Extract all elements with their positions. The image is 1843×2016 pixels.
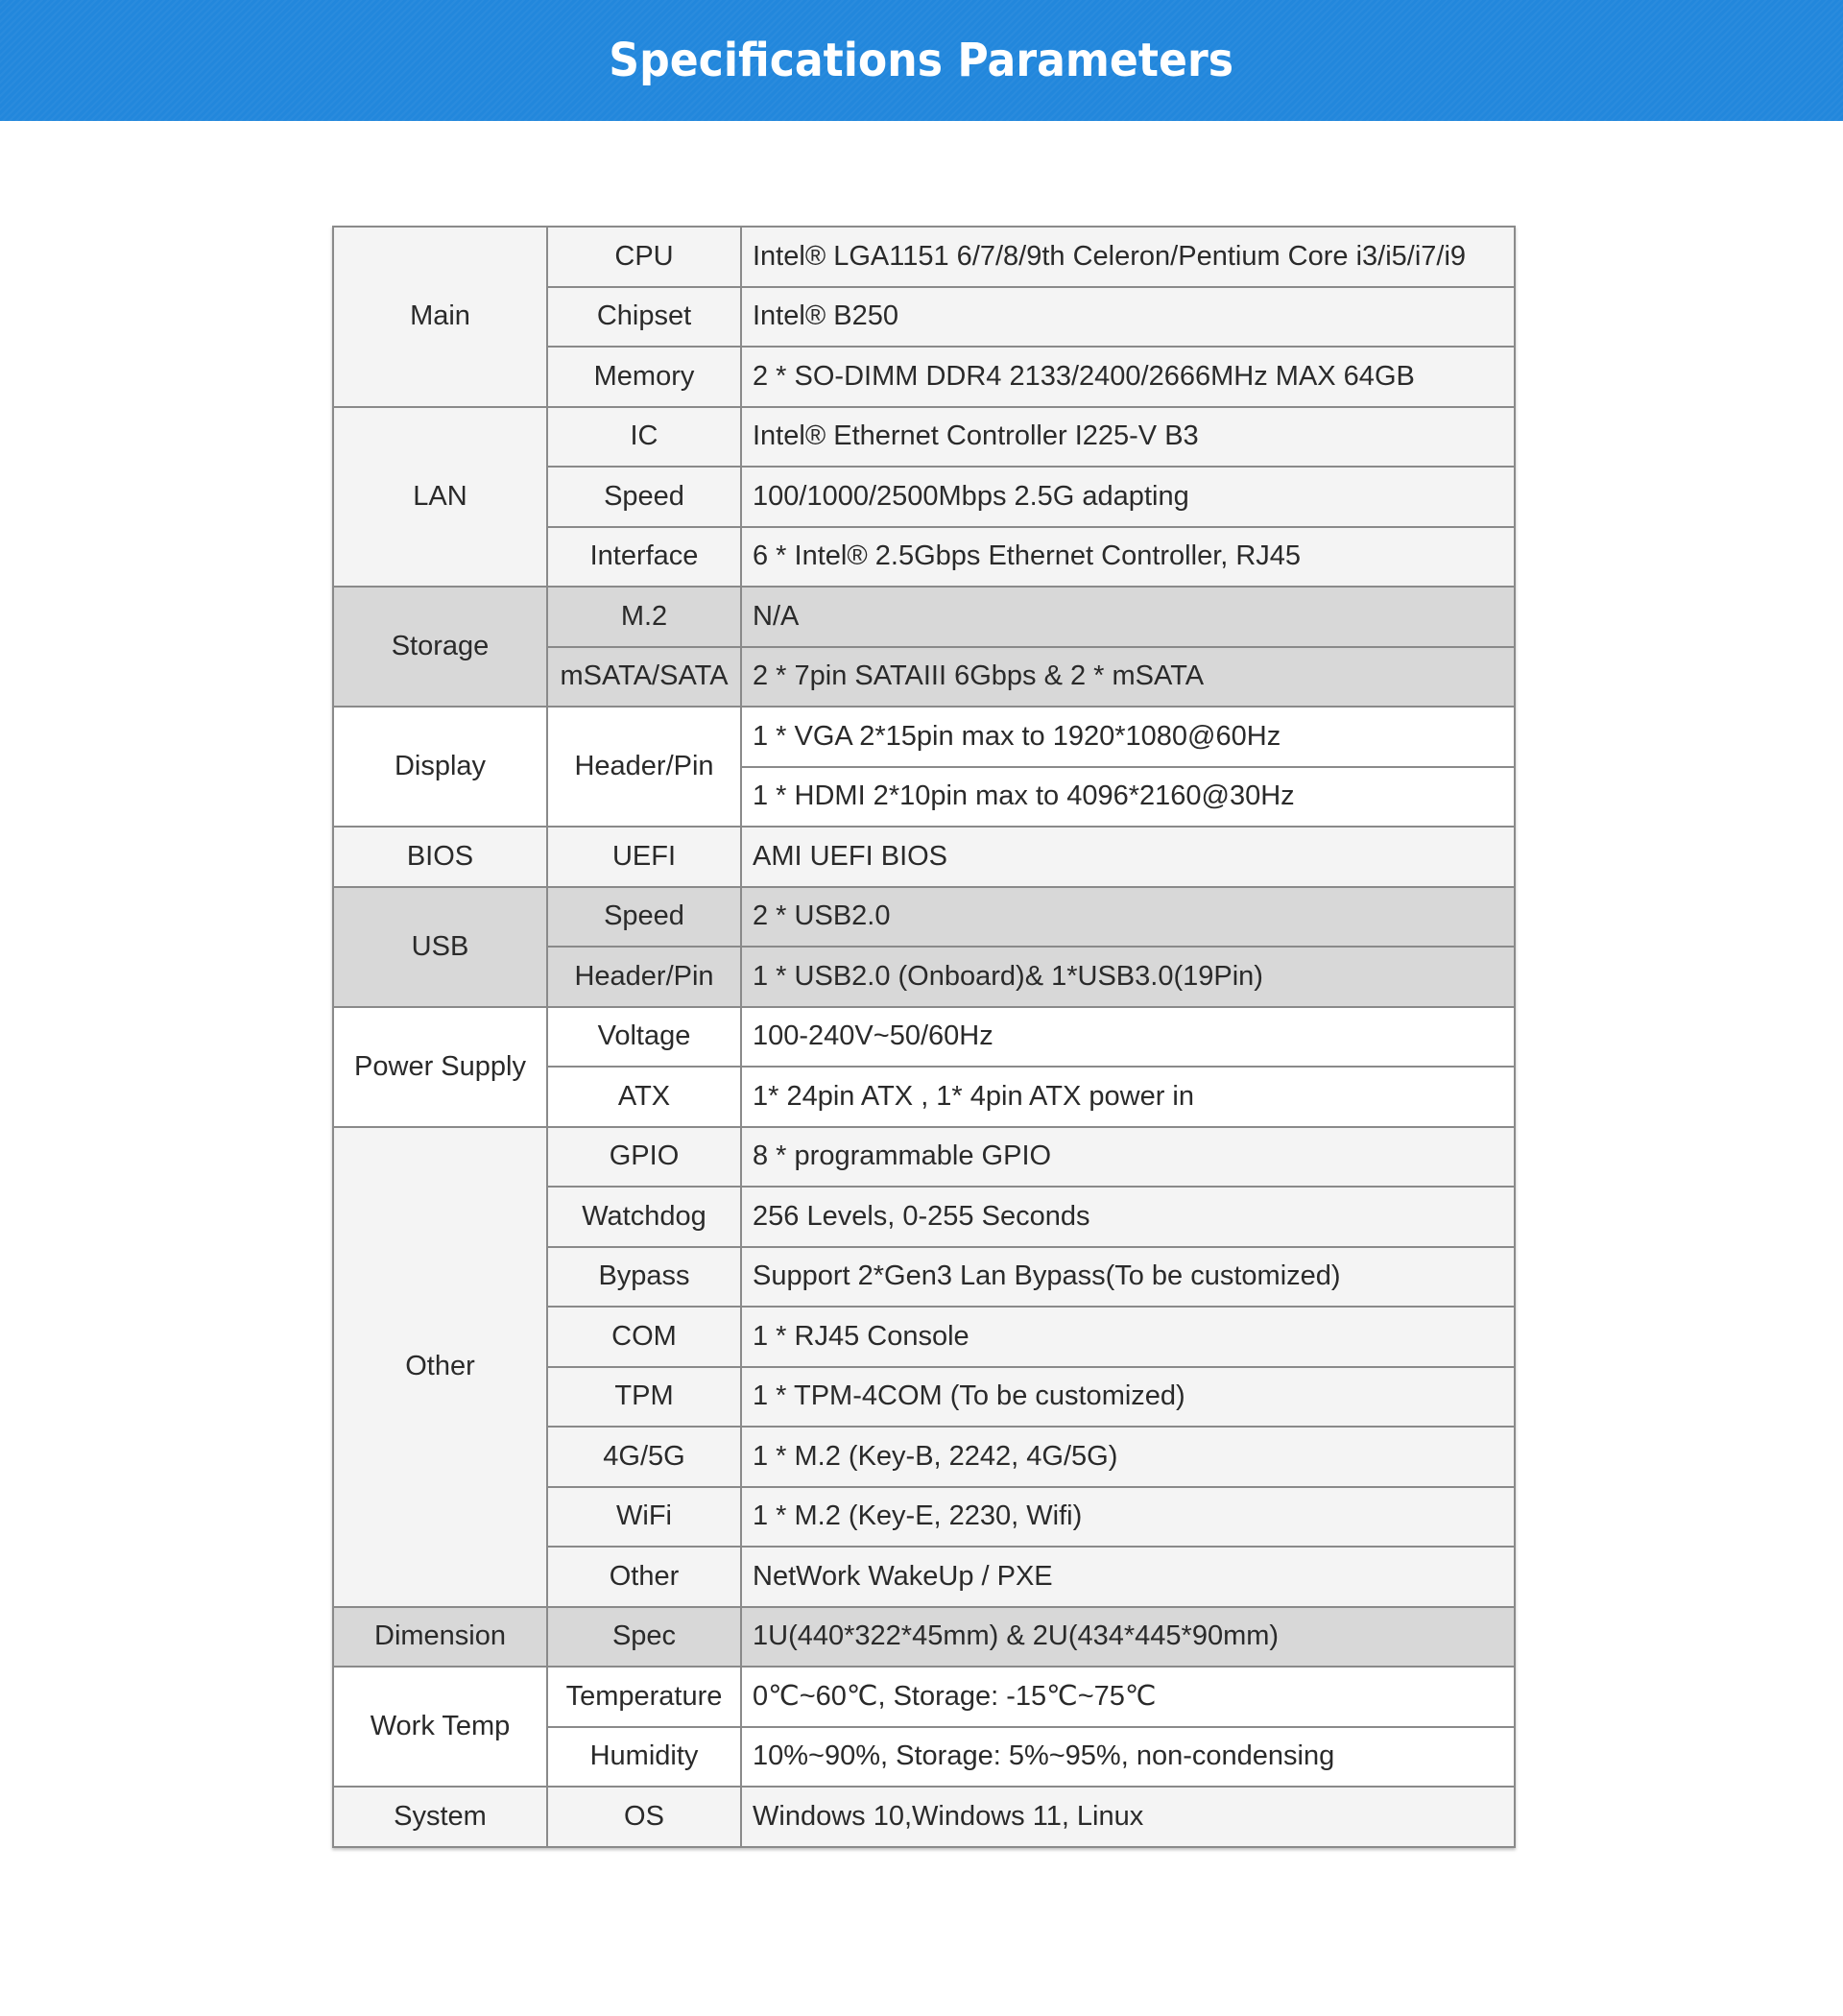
value-cell: 1 * RJ45 Console [741, 1307, 1515, 1367]
category-cell: Power Supply [333, 1007, 547, 1127]
value-cell: NetWork WakeUp / PXE [741, 1547, 1515, 1607]
value-cell: 256 Levels, 0-255 Seconds [741, 1187, 1515, 1247]
field-cell: WiFi [547, 1487, 741, 1548]
value-cell: 2 * 7pin SATAIII 6Gbps & 2 * mSATA [741, 647, 1515, 708]
category-cell: BIOS [333, 827, 547, 887]
value-cell: 1 * VGA 2*15pin max to 1920*1080@60Hz [741, 707, 1515, 767]
value-cell: Windows 10,Windows 11, Linux [741, 1787, 1515, 1847]
field-cell: Other [547, 1547, 741, 1607]
value-cell: 2 * SO-DIMM DDR4 2133/2400/2666MHz MAX 64GB [741, 347, 1515, 407]
category-cell: Display [333, 707, 547, 827]
category-cell: Storage [333, 587, 547, 707]
spec-row-storage-m-2 [333, 587, 1515, 647]
value-cell: 1 * M.2 (Key-E, 2230, Wifi) [741, 1487, 1515, 1548]
page-title: Specifications Parameters [609, 34, 1234, 87]
field-cell: GPIO [547, 1127, 741, 1188]
value-cell: 1U(440*322*45mm) & 2U(434*445*90mm) [741, 1607, 1515, 1668]
field-cell: Spec [547, 1607, 741, 1668]
field-cell: ATX [547, 1067, 741, 1127]
spec-row-main-cpu [333, 227, 1515, 287]
field-cell: Bypass [547, 1247, 741, 1308]
category-cell: Work Temp [333, 1667, 547, 1787]
category-cell: Dimension [333, 1607, 547, 1668]
field-cell: Voltage [547, 1007, 741, 1068]
category-cell: Main [333, 227, 547, 407]
spec-row-lan-ic [333, 407, 1515, 468]
field-cell: mSATA/SATA [547, 647, 741, 708]
field-cell: Speed [547, 887, 741, 948]
value-cell: 1 * TPM-4COM (To be customized) [741, 1367, 1515, 1428]
field-cell: UEFI [547, 827, 741, 887]
spec-row-power-supply-voltage [333, 1007, 1515, 1068]
field-cell: Chipset [547, 287, 741, 348]
field-cell: TPM [547, 1367, 741, 1428]
value-cell: N/A [741, 587, 1515, 647]
value-cell: 1* 24pin ATX , 1* 4pin ATX power in [741, 1067, 1515, 1127]
spec-row-work-temp-temperature [333, 1667, 1515, 1727]
value-cell: 10%~90%, Storage: 5%~95%, non-condensing [741, 1727, 1515, 1788]
spec-table [332, 226, 1516, 1848]
field-cell: Humidity [547, 1727, 741, 1788]
field-cell: Interface [547, 527, 741, 588]
category-cell: Other [333, 1127, 547, 1607]
header-banner [0, 0, 1843, 121]
field-cell: Watchdog [547, 1187, 741, 1247]
spec-row-system-os [333, 1787, 1515, 1847]
field-cell: 4G/5G [547, 1427, 741, 1487]
category-cell: System [333, 1787, 547, 1847]
value-cell: 8 * programmable GPIO [741, 1127, 1515, 1188]
value-cell: 2 * USB2.0 [741, 887, 1515, 948]
value-cell: AMI UEFI BIOS [741, 827, 1515, 887]
field-cell: COM [547, 1307, 741, 1367]
value-cell: 100-240V~50/60Hz [741, 1007, 1515, 1068]
value-cell: Intel® Ethernet Controller I225-V B3 [741, 407, 1515, 468]
field-cell: IC [547, 407, 741, 468]
field-cell: Header/Pin [547, 707, 741, 827]
value-cell: 0℃~60℃, Storage: -15℃~75℃ [741, 1667, 1515, 1727]
spec-row-usb-speed [333, 887, 1515, 948]
spec-row-bios-uefi [333, 827, 1515, 887]
value-cell: 100/1000/2500Mbps 2.5G adapting [741, 467, 1515, 527]
field-cell: OS [547, 1787, 741, 1847]
field-cell: M.2 [547, 587, 741, 647]
category-cell: LAN [333, 407, 547, 588]
value-cell: 1 * HDMI 2*10pin max to 4096*2160@30Hz [741, 767, 1515, 828]
spec-row-other-gpio [333, 1127, 1515, 1188]
field-cell: CPU [547, 227, 741, 287]
category-cell: USB [333, 887, 547, 1007]
field-cell: Header/Pin [547, 947, 741, 1007]
value-cell: Support 2*Gen3 Lan Bypass(To be customized) [741, 1247, 1515, 1308]
field-cell: Temperature [547, 1667, 741, 1727]
field-cell: Speed [547, 467, 741, 527]
value-cell: 6 * Intel® 2.5Gbps Ethernet Controller, RJ45 [741, 527, 1515, 588]
value-cell: Intel® LGA1151 6/7/8/9th Celeron/Pentium Core i3/i5/i7/i9 [741, 227, 1515, 287]
value-cell: 1 * USB2.0 (Onboard)& 1*USB3.0(19Pin) [741, 947, 1515, 1007]
value-cell: Intel® B250 [741, 287, 1515, 348]
value-cell: 1 * M.2 (Key-B, 2242, 4G/5G) [741, 1427, 1515, 1487]
field-cell: Memory [547, 347, 741, 407]
spec-row-dimension-spec [333, 1607, 1515, 1668]
spec-row-display [333, 707, 1515, 767]
